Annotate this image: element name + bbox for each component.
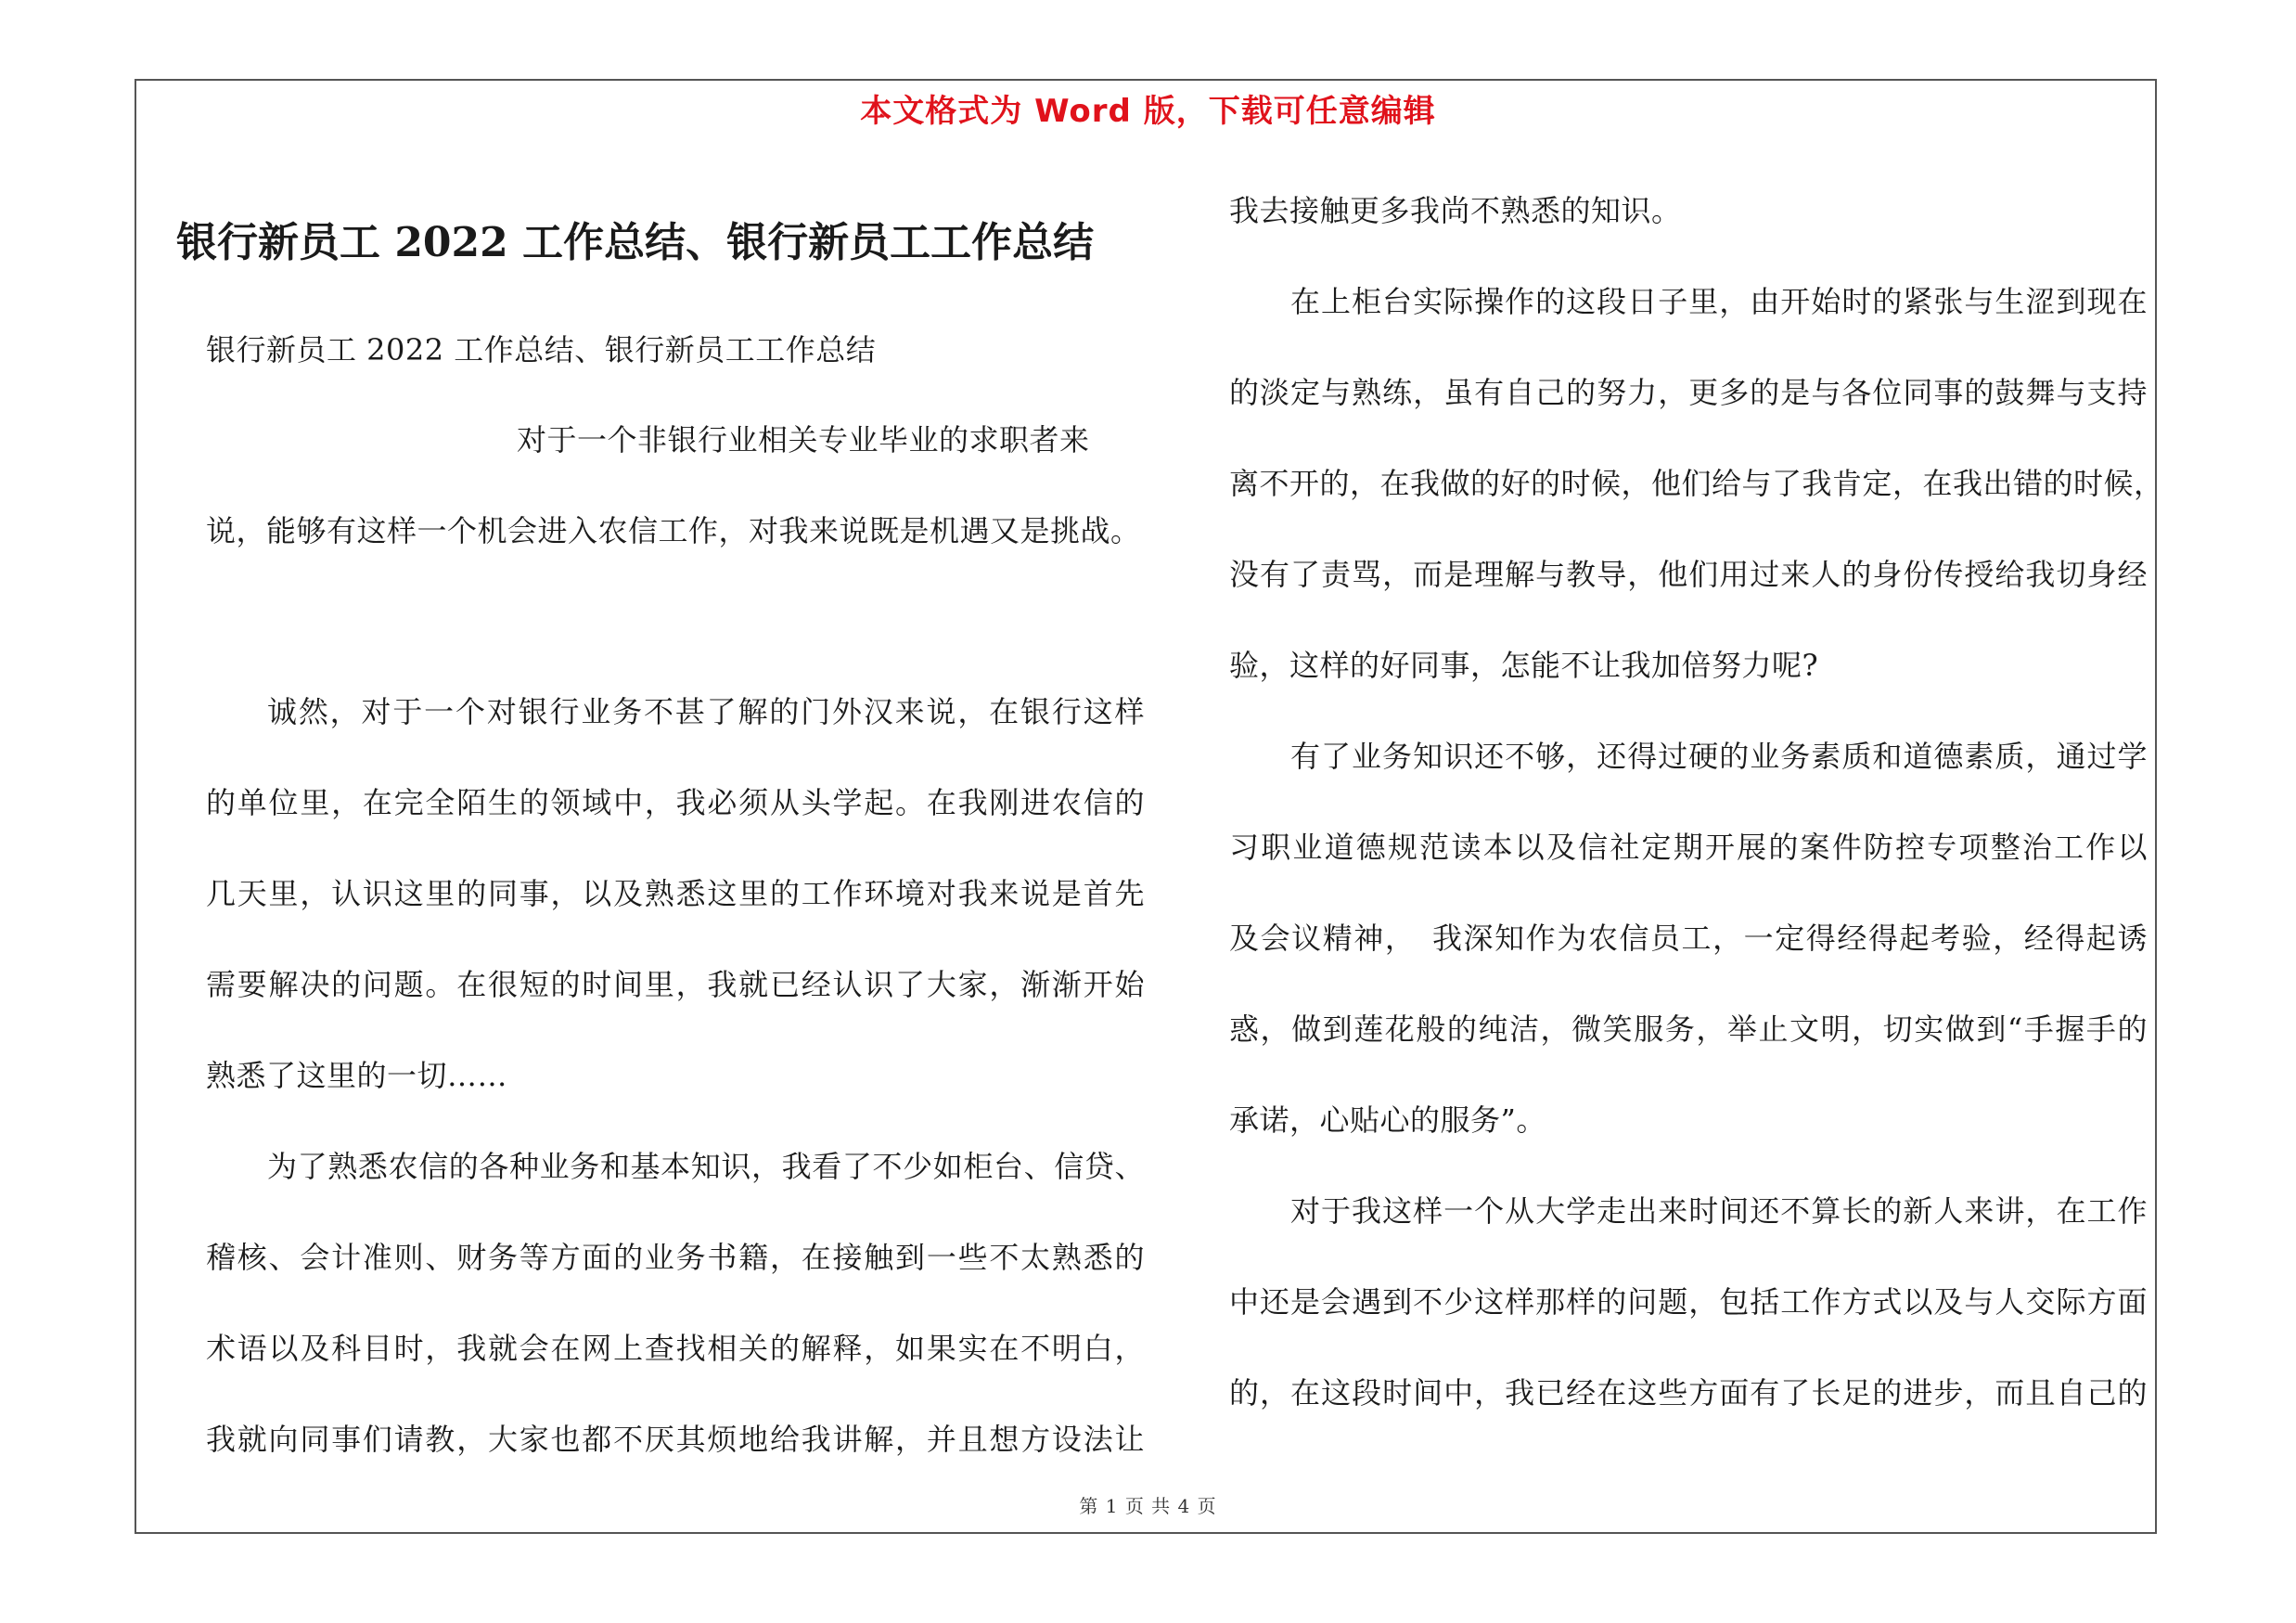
paragraph-line: 为了熟悉农信的各种业务和基本知识，我看了不少如柜台、信贷、: [267, 1149, 1145, 1184]
paragraph-line: 稽核、会计准则、财务等方面的业务书籍，在接触到一些不太熟悉的: [206, 1240, 1145, 1275]
paragraph-line: 我就向同事们请教，大家也都不厌其烦地给我讲解，并且想方设法让: [206, 1422, 1145, 1457]
paragraph-line: 的淡定与熟练，虽有自己的努力，更多的是与各位同事的鼓舞与支持: [1229, 375, 2148, 410]
paragraph-line: 有了业务知识还不够，还得过硬的业务素质和道德素质，通过学: [1290, 739, 2148, 774]
subtitle-line: 银行新员工 2022 工作总结、银行新员工工作总结: [206, 332, 877, 367]
paragraph-line: 的单位里，在完全陌生的领域中，我必须从头学起。在我刚进农信的: [206, 785, 1145, 820]
paragraph-line: 需要解决的问题。在很短的时间里，我就已经认识了大家，渐渐开始: [206, 967, 1145, 1002]
paragraph-line: 说，能够有这样一个机会进入农信工作，对我来说既是机遇又是挑战。: [206, 513, 1141, 548]
paragraph-line: 在上柜台实际操作的这段日子里，由开始时的紧张与生涩到现在: [1290, 284, 2148, 319]
paragraph-line: 熟悉了这里的一切……: [206, 1058, 508, 1093]
document-title: 银行新员工 2022 工作总结、银行新员工工作总结: [176, 219, 1095, 266]
paragraph-line: 术语以及科目时，我就会在网上查找相关的解释，如果实在不明白，: [206, 1331, 1145, 1366]
paragraph-line: 对于一个非银行业相关专业毕业的求职者来: [517, 422, 1090, 457]
paragraph-line: 几天里，认识这里的同事，以及熟悉这里的工作环境对我来说是首先: [206, 876, 1145, 911]
paragraph-line: 离不开的，在我做的好的时候，他们给与了我肯定，在我出错的时候，: [1229, 466, 2164, 501]
paragraph-line: 验，这样的好同事，怎能不让我加倍努力呢?: [1229, 648, 1819, 683]
paragraph-line: 及会议精神， 我深知作为农信员工，一定得经得起考验，经得起诱: [1229, 921, 2148, 956]
page-number-footer: 第 1 页 共 4 页: [1079, 1495, 1217, 1517]
paragraph-line: 惑，做到莲花般的纯洁，微笑服务，举止文明，切实做到“手握手的: [1229, 1011, 2148, 1047]
paragraph-line: 承诺，心贴心的服务”。: [1229, 1102, 1546, 1138]
format-banner: 本文格式为 Word 版，下载可任意编辑: [860, 93, 1436, 130]
paragraph-line: 没有了责骂，而是理解与教导，他们用过来人的身份传授给我切身经: [1229, 557, 2148, 592]
paragraph-line: 的，在这段时间中，我已经在这些方面有了长足的进步，而且自己的: [1229, 1375, 2148, 1410]
paragraph-line: 中还是会遇到不少这样那样的问题，包括工作方式以及与人交际方面: [1229, 1284, 2148, 1320]
paragraph-line: 习职业道德规范读本以及信社定期开展的案件防控专项整治工作以: [1229, 830, 2148, 865]
paragraph-line: 对于我这样一个从大学走出来时间还不算长的新人来讲，在工作: [1290, 1193, 2148, 1229]
paragraph-line: 诚然，对于一个对银行业务不甚了解的门外汉来说，在银行这样: [267, 694, 1145, 729]
paragraph-line: 我去接触更多我尚不熟悉的知识。: [1229, 193, 1682, 228]
